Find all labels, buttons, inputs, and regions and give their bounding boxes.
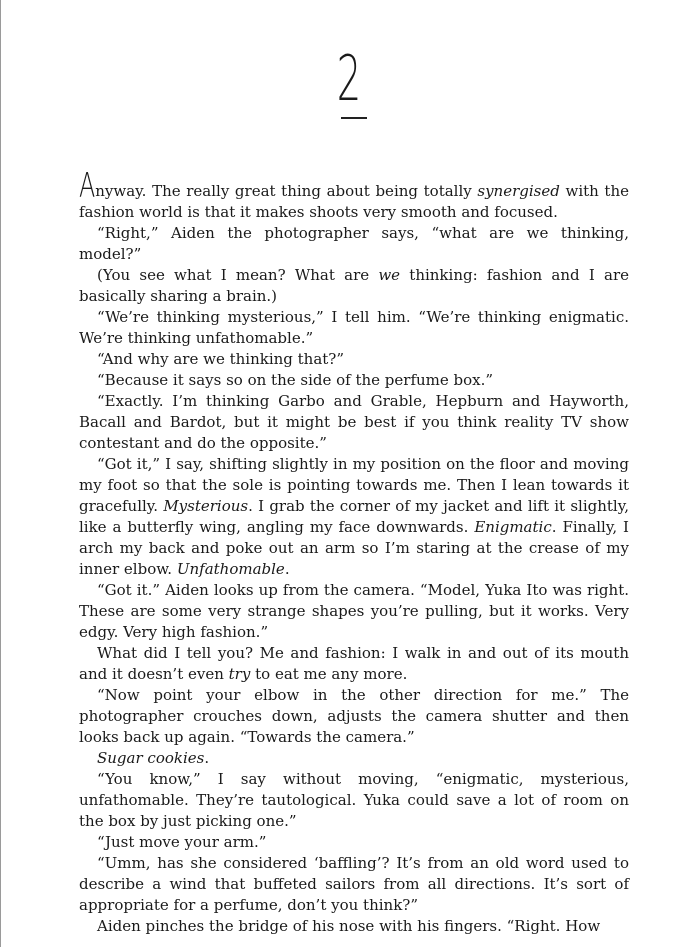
text-run: “Right,” Aiden the photographer says, “what are we thinking, model?” <box>79 224 629 263</box>
text-run: “Exactly. I’m thinking Garbo and Grable, Hepburn and Hayworth, Bacall and Bardot, but it might be best if you think reality TV show contestant and do the opposite.” <box>79 392 629 452</box>
emphasis-text: Sugar cookies <box>97 749 205 767</box>
paragraph <box>79 166 629 223</box>
paragraph <box>79 685 629 748</box>
text-run: “You know,” I say without moving, “enigmatic, mysterious, unfathomable. They’re tautological. Yuka could save a lot of room on the box by just picking one.” <box>79 770 629 830</box>
paragraph <box>79 580 629 643</box>
text-run: thinking: fashion and I are basically sharing a brain.) <box>79 266 629 305</box>
text-run: “Got it,” I say, shifting slightly in my position on the floor and moving my foot so that the sole is pointing towards me. Then I lean towards it gracefully. <box>79 455 629 515</box>
paragraph <box>79 748 629 769</box>
text-run: . <box>284 560 290 578</box>
text-run: “Because it says so on the side of the perfume box.” <box>97 371 494 389</box>
paragraph <box>79 769 629 832</box>
paragraph <box>79 853 629 916</box>
body-text <box>79 166 629 937</box>
text-run: “Just move your arm.” <box>97 833 267 851</box>
text-run: . <box>204 749 210 767</box>
text-run: nyway. The really great thing about being totally <box>95 182 478 200</box>
paragraph <box>79 370 629 391</box>
text-run: (You see what I mean? What are <box>97 266 379 284</box>
emphasis-text: Mysterious <box>163 497 249 515</box>
text-run: “And why are we thinking that?” <box>97 350 345 368</box>
text-run: What did I tell you? Me and fashion: I walk in and out of its mouth and it doesn’t even <box>79 644 629 683</box>
page-edge <box>0 0 1 947</box>
text-run: with the fashion world is that it makes shoots very smooth and focused. <box>79 182 629 221</box>
emphasis-text: Unfathomable <box>176 560 285 578</box>
paragraph <box>79 391 629 454</box>
text-run: to eat me any more. <box>250 665 408 683</box>
paragraph <box>79 454 629 580</box>
text-run: “Now point your elbow in the other direction for me.” The photographer crouches down, adjusts the camera shutter and then looks back up again. “Towards the camera.” <box>79 686 629 746</box>
emphasis-text: synergised <box>477 182 560 200</box>
text-run: “Umm, has she considered ‘baffling’? It’s from an old word used to describe a wind that buffeted sailors from all directions. It’s sort of appropriate for a perfume, don’t you think?” <box>79 854 629 914</box>
paragraph <box>79 832 629 853</box>
text-run: Aiden pinches the bridge of his nose with his fingers. “Right. How <box>97 917 601 935</box>
emphasis-text: Enigmatic <box>474 518 552 536</box>
chapter-rule <box>341 117 367 119</box>
text-run: “We’re thinking mysterious,” I tell him. “We’re thinking enigmatic. We’re thinking unfathomable.” <box>79 308 629 347</box>
drop-cap: A <box>79 166 96 206</box>
text-run: “Got it.” Aiden looks up from the camera. “Model, Yuka Ito was right. These are some very strange shapes you’re pulling, but it works. Very edgy. Very high fashion.” <box>79 581 629 641</box>
chapter-number: 2 <box>336 42 362 115</box>
text-run: . Finally, I arch my back and poke out an arm so I’m staring at the crease of my inner elbow. <box>79 518 629 578</box>
paragraph <box>79 223 629 265</box>
paragraph <box>79 265 629 307</box>
paragraph <box>79 643 629 685</box>
paragraph <box>79 349 629 370</box>
paragraph <box>79 307 629 349</box>
emphasis-text: try <box>228 665 251 683</box>
emphasis-text: we <box>378 266 401 284</box>
text-run: . I grab the corner of my jacket and lift it slightly, like a butterfly wing, angling my face downwards. <box>79 497 629 536</box>
paragraph <box>79 916 629 937</box>
